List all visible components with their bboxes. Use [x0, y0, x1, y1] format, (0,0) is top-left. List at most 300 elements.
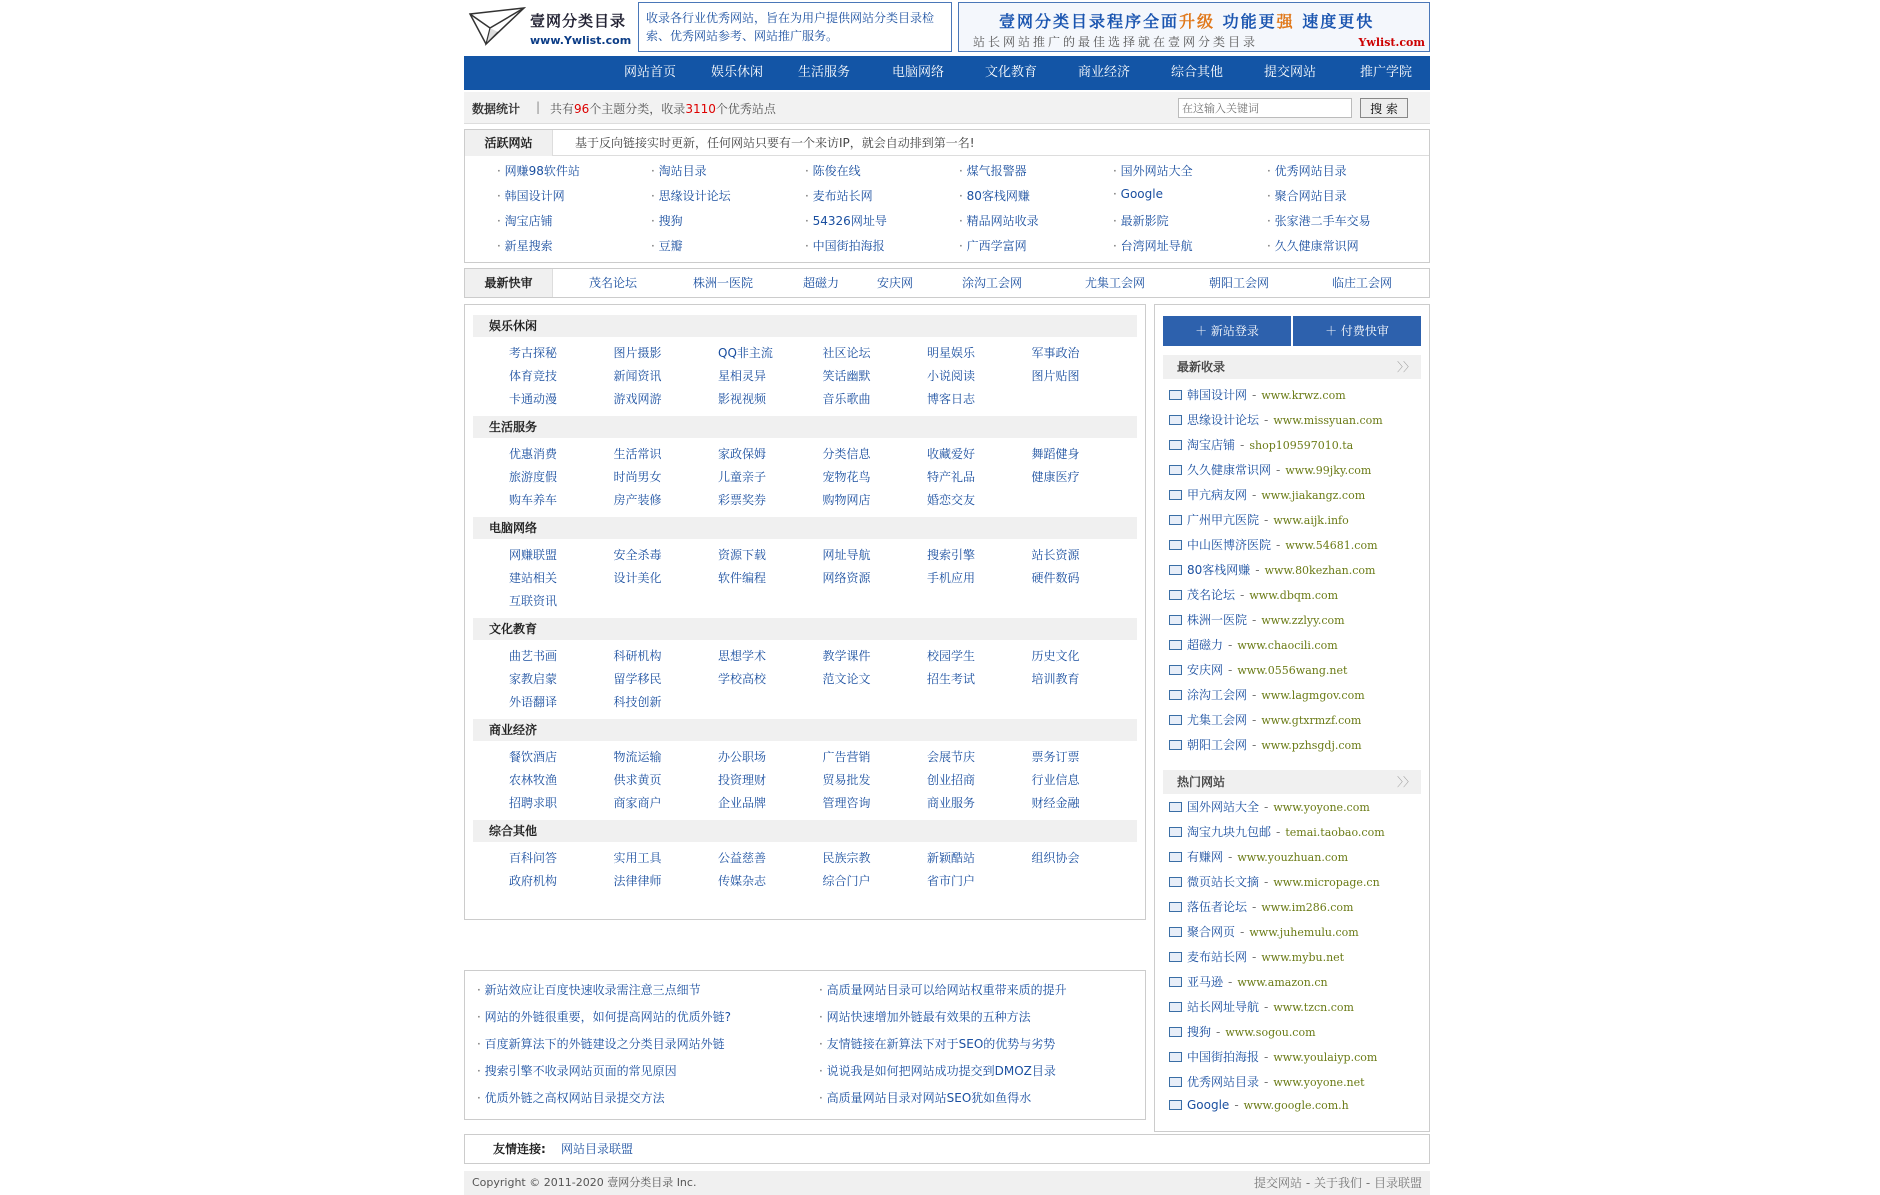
dash-separator: -	[1255, 563, 1260, 577]
site-list-item[interactable]	[1169, 898, 1353, 915]
site-list-item[interactable]	[1169, 561, 1375, 578]
dash-separator: -	[1264, 513, 1269, 527]
page-icon	[1169, 440, 1182, 450]
latest-review-link[interactable]: 尤集工会网	[1085, 276, 1146, 290]
site-list-item[interactable]	[1169, 923, 1359, 940]
category-link[interactable]: 游戏网游	[613, 392, 662, 406]
site-name[interactable]: 聚合网页	[1187, 925, 1236, 939]
footer-link-union[interactable]: 目录联盟	[1373, 1176, 1422, 1190]
site-name[interactable]: 优秀网站目录	[1187, 1075, 1260, 1089]
active-site-link[interactable]: · 精品网站收录	[959, 212, 1039, 229]
nav-submit[interactable]: 提交网站	[1264, 65, 1317, 80]
active-site-link[interactable]: · 中国街拍海报	[805, 237, 885, 254]
category-link[interactable]: 外语翻译	[509, 695, 558, 709]
category-link[interactable]: 传媒杂志	[718, 874, 767, 888]
category-link[interactable]: 购车养车	[509, 493, 558, 507]
category-link[interactable]: 历史文化	[1031, 649, 1080, 663]
category-link[interactable]: 组织协会	[1031, 851, 1080, 865]
article-link[interactable]: · 百度新算法下的外链建设之分类目录网站外链	[477, 1035, 725, 1052]
friend-links-label: 友情连接:	[493, 1142, 546, 1156]
category-link[interactable]: 财经金融	[1031, 796, 1080, 810]
site-url: www.tzcn.com	[1273, 1001, 1354, 1014]
search-input[interactable]	[1178, 98, 1352, 118]
site-name[interactable]: 久久健康常识网	[1187, 463, 1272, 477]
site-url: www.youzhuan.com	[1237, 851, 1349, 864]
search-button[interactable]: 搜 索	[1360, 98, 1408, 118]
site-list-item[interactable]	[1169, 386, 1346, 403]
site-name[interactable]: 落伍者论坛	[1187, 900, 1248, 914]
site-intro: 收录各行业优秀网站，旨在为用户提供网站分类目录检索、优秀网站参考、网站推广服务。	[638, 2, 952, 52]
category-link[interactable]: 站长资源	[1031, 548, 1080, 562]
category-link[interactable]: 物流运输	[613, 750, 662, 764]
site-list-item[interactable]	[1169, 873, 1380, 890]
category-link[interactable]: 软件编程	[718, 571, 767, 585]
site-name[interactable]: 微页站长文摘	[1187, 875, 1260, 889]
active-site-link[interactable]: · 最新影院	[1113, 212, 1169, 229]
active-site-link[interactable]: · 韩国设计网	[497, 187, 565, 204]
category-link[interactable]: 实用工具	[613, 851, 662, 865]
site-list-item[interactable]	[1169, 736, 1362, 753]
category-link[interactable]: 分类信息	[822, 447, 871, 461]
category-link[interactable]: 思想学术	[718, 649, 767, 663]
site-url: www.yoyone.net	[1273, 1076, 1365, 1089]
site-url: www.im286.com	[1261, 901, 1354, 914]
site-url: www.gtxrmzf.com	[1261, 714, 1362, 727]
category-link[interactable]: 百科问答	[509, 851, 558, 865]
category-title[interactable]: 电脑网络	[473, 517, 1137, 539]
category-link[interactable]: 家政保姆	[718, 447, 767, 461]
category-link[interactable]: 家教启蒙	[509, 672, 558, 686]
friend-link[interactable]: 网站目录联盟	[561, 1142, 634, 1156]
site-url: www.jiakangz.com	[1261, 489, 1366, 502]
category-title[interactable]: 娱乐休闲	[473, 315, 1137, 337]
active-site-link[interactable]: · 煤气报警器	[959, 162, 1027, 179]
site-url: www.zzlyy.com	[1261, 614, 1345, 627]
dash-separator: -	[1252, 688, 1257, 702]
category-link[interactable]: 宠物花鸟	[822, 470, 871, 484]
site-url: www.amazon.cn	[1237, 976, 1328, 989]
category-link[interactable]: 省市门户	[927, 874, 976, 888]
category-title[interactable]: 文化教育	[473, 618, 1137, 640]
category-link[interactable]: 会展节庆	[927, 750, 976, 764]
category-link[interactable]: 健康医疗	[1031, 470, 1080, 484]
category-link[interactable]: 创业招商	[927, 773, 976, 787]
dash-separator: -	[1264, 1000, 1269, 1014]
article-link[interactable]: · 网站快速增加外链最有效果的五种方法	[819, 1008, 1031, 1025]
category-link[interactable]: 博客日志	[927, 392, 976, 406]
site-name[interactable]: 中国街拍海报	[1187, 1050, 1260, 1064]
page-icon	[1169, 540, 1182, 550]
article-link[interactable]: · 友情链接在新算法下对于SEO的优势与劣势	[819, 1035, 1055, 1052]
latest-review-link[interactable]: 超磁力	[803, 276, 840, 290]
category-link[interactable]: 收藏爱好	[927, 447, 976, 461]
category-link[interactable]: 新闻资讯	[613, 369, 662, 383]
dash-separator: -	[1276, 825, 1281, 839]
stats-label: 数据统计	[472, 102, 521, 116]
site-url: www.54681.com	[1285, 539, 1378, 552]
category-link[interactable]: 网络资源	[822, 571, 871, 585]
page-icon	[1169, 1052, 1182, 1062]
more-icon[interactable]: 〉〉	[1396, 775, 1415, 789]
category-link[interactable]: 明星娱乐	[927, 346, 976, 360]
dash-separator: -	[1264, 875, 1269, 889]
site-name[interactable]: 有赚网	[1187, 850, 1224, 864]
active-site-link[interactable]: · 张家港二手车交易	[1267, 212, 1371, 229]
site-list-item[interactable]	[1169, 661, 1347, 678]
latest-review-link[interactable]: 临庄工会网	[1332, 276, 1393, 290]
site-list-item[interactable]	[1169, 461, 1371, 478]
site-url: www.juhemulu.com	[1249, 926, 1359, 939]
add-site-button[interactable]: ＋ 新站登录	[1163, 316, 1291, 346]
active-site-link[interactable]: · Google	[1113, 187, 1163, 201]
category-title[interactable]: 综合其他	[473, 820, 1137, 842]
category-link[interactable]: 综合门户	[822, 874, 871, 888]
category-link[interactable]: 培训教育	[1031, 672, 1080, 686]
footer-link-submit[interactable]: 提交网站	[1254, 1176, 1303, 1190]
category-link[interactable]: 建站相关	[509, 571, 558, 585]
category-link[interactable]: 旅游度假	[509, 470, 558, 484]
article-link[interactable]: · 新站效应让百度快速收录需注意三点细节	[477, 981, 701, 998]
site-logo[interactable]	[468, 4, 632, 52]
site-url: www.micropage.cn	[1273, 876, 1380, 889]
site-name[interactable]: 淘宝店铺	[1187, 438, 1236, 452]
dash-separator: -	[1240, 925, 1245, 939]
category-link[interactable]: 房产装修	[613, 493, 662, 507]
more-icon[interactable]: 〉〉	[1396, 360, 1415, 374]
site-list-item[interactable]	[1169, 411, 1383, 428]
active-site-link[interactable]: · 豆瓣	[651, 237, 683, 254]
dash-separator: -	[1264, 1050, 1269, 1064]
site-list-item[interactable]	[1169, 1073, 1365, 1090]
category-link[interactable]: 行业信息	[1031, 773, 1080, 787]
active-site-link[interactable]: · 搜狗	[651, 212, 683, 229]
site-name[interactable]: 茂名论坛	[1187, 588, 1236, 602]
active-site-link[interactable]: · 思缘设计论坛	[651, 187, 731, 204]
article-list	[464, 970, 1146, 1120]
site-list-item[interactable]	[1169, 1023, 1316, 1040]
dash-separator: -	[1252, 488, 1257, 502]
article-link[interactable]: · 说说我是如何把网站成功提交到DMOZ目录	[819, 1062, 1056, 1079]
page-icon	[1169, 690, 1182, 700]
nav-home[interactable]: 网站首页	[624, 65, 677, 80]
category-link[interactable]: 招生考试	[927, 672, 976, 686]
site-name[interactable]: 超磁力	[1187, 638, 1224, 652]
nav-entertainment[interactable]: 娱乐休闲	[711, 65, 764, 80]
category-link[interactable]: 管理咨询	[822, 796, 871, 810]
site-name[interactable]: 安庆网	[1187, 663, 1224, 677]
article-link[interactable]: · 网站的外链很重要，如何提高网站的优质外链?	[477, 1008, 731, 1025]
site-name[interactable]: 中山医博济医院	[1187, 538, 1272, 552]
site-url: shop109597010.ta	[1249, 439, 1354, 452]
site-name[interactable]: 搜狗	[1187, 1025, 1212, 1039]
site-name[interactable]: 朝阳工会网	[1187, 738, 1248, 752]
category-link[interactable]: 学校高校	[718, 672, 767, 686]
page-icon	[1169, 565, 1182, 575]
site-list-item[interactable]	[1169, 536, 1378, 553]
category-link[interactable]: 社区论坛	[822, 346, 871, 360]
latest-review-link[interactable]: 涂沟工会网	[962, 276, 1023, 290]
active-site-link[interactable]: · 台湾网址导航	[1113, 237, 1193, 254]
dash-separator: -	[1252, 900, 1257, 914]
category-link[interactable]: 法律律师	[613, 874, 662, 888]
site-name[interactable]: Google	[1187, 1098, 1230, 1112]
page-icon	[1169, 740, 1182, 750]
active-site-link[interactable]: · 80客栈网赚	[959, 187, 1030, 204]
category-title[interactable]: 生活服务	[473, 416, 1137, 438]
footer	[464, 1171, 1430, 1195]
nav-life[interactable]: 生活服务	[798, 65, 851, 80]
site-url: temai.taobao.com	[1285, 826, 1385, 839]
page-icon	[1169, 852, 1182, 862]
category-link[interactable]: 小说阅读	[927, 369, 976, 383]
active-site-link[interactable]: · 聚合网站目录	[1267, 187, 1347, 204]
article-link[interactable]: · 高质量网站目录对网站SEO犹如鱼得水	[819, 1089, 1031, 1106]
dash-separator: -	[1264, 800, 1269, 814]
category-link[interactable]: 硬件数码	[1031, 571, 1080, 585]
article-link[interactable]: · 优质外链之高权网站目录提交方法	[477, 1089, 665, 1106]
recent-sites-header: 最新收录 〉〉	[1163, 355, 1421, 379]
site-url: www.aijk.info	[1273, 514, 1349, 527]
category-link[interactable]: 音乐歌曲	[822, 392, 871, 406]
site-list-item[interactable]	[1169, 998, 1354, 1015]
category-link[interactable]: 广告营销	[822, 750, 871, 764]
page-icon	[1169, 952, 1182, 962]
latest-review-link[interactable]: 株洲一医院	[693, 276, 754, 290]
category-link[interactable]: QQ非主流	[718, 346, 773, 360]
category-link[interactable]: 投资理财	[718, 773, 767, 787]
category-link[interactable]: 时尚男女	[613, 470, 662, 484]
sidebar	[1154, 304, 1430, 1132]
site-name[interactable]: 涂沟工会网	[1187, 688, 1248, 702]
site-list-item[interactable]	[1169, 798, 1370, 815]
category-link[interactable]: 办公职场	[718, 750, 767, 764]
site-name[interactable]: 甲亢病友网	[1187, 488, 1248, 502]
active-site-link[interactable]: · 广西学富网	[959, 237, 1027, 254]
main-nav	[464, 56, 1430, 90]
paid-review-button[interactable]: ＋ 付费快审	[1293, 316, 1421, 346]
category-link[interactable]: 新颖酷站	[927, 851, 976, 865]
category-link[interactable]: 手机应用	[927, 571, 976, 585]
footer-links: 提交网站 - 关于我们 - 目录联盟	[1254, 1176, 1422, 1190]
site-url: www.missyuan.com	[1273, 414, 1383, 427]
site-url: www.google.com.h	[1243, 1099, 1349, 1112]
category-link[interactable]: 婚恋交友	[927, 493, 976, 507]
nav-other[interactable]: 综合其他	[1171, 65, 1224, 80]
footer-link-about[interactable]: 关于我们	[1314, 1176, 1363, 1190]
category-link[interactable]: 餐饮酒店	[509, 750, 558, 764]
site-url: www.sogou.com	[1225, 1026, 1316, 1039]
latest-review-link[interactable]: 朝阳工会网	[1209, 276, 1270, 290]
site-list-item[interactable]	[1169, 1098, 1349, 1112]
category-link[interactable]: 考古探秘	[509, 346, 558, 360]
dash-separator: -	[1228, 975, 1233, 989]
active-site-link[interactable]: · 新星搜索	[497, 237, 553, 254]
active-sites-note: 基于反向链接实时更新，任何网站只要有一个来访IP，就会自动排到第一名!	[575, 136, 975, 150]
category-link[interactable]: 企业品牌	[718, 796, 767, 810]
site-list-item[interactable]	[1169, 511, 1349, 528]
page-icon	[1169, 465, 1182, 475]
active-site-link[interactable]: · 陈俊在线	[805, 162, 861, 179]
page-icon	[1169, 715, 1182, 725]
site-name[interactable]: 淘宝九块九包邮	[1187, 825, 1272, 839]
page-icon	[1169, 1002, 1182, 1012]
site-list-item[interactable]	[1169, 611, 1345, 628]
category-link[interactable]: 安全杀毒	[613, 548, 662, 562]
dash-separator: -	[1228, 638, 1233, 652]
site-list-item[interactable]	[1169, 1048, 1377, 1065]
active-site-link[interactable]: · 淘站目录	[651, 162, 707, 179]
latest-review-link[interactable]: 安庆网	[877, 276, 914, 290]
page-icon	[1169, 927, 1182, 937]
site-url: www.chaocili.com	[1237, 639, 1338, 652]
dash-separator: -	[1240, 438, 1245, 452]
category-directory	[464, 304, 1146, 920]
hot-sites-header: 热门网站 〉〉	[1163, 770, 1421, 794]
dash-separator: -	[1252, 713, 1257, 727]
site-list-item[interactable]	[1169, 948, 1344, 965]
category-link[interactable]: 商业服务	[927, 796, 976, 810]
category-link[interactable]: 体育竞技	[509, 369, 558, 383]
site-list-item[interactable]	[1169, 586, 1338, 603]
category-link[interactable]: 笑话幽默	[822, 369, 871, 383]
nav-business[interactable]: 商业经济	[1078, 65, 1131, 80]
category-link[interactable]: 贸易批发	[822, 773, 871, 787]
stats-info: 共有96个主题分类，收录3110个优秀站点	[550, 102, 776, 116]
dash-separator: -	[1228, 850, 1233, 864]
category-link[interactable]: 星相灵异	[718, 369, 767, 383]
category-link[interactable]: 设计美化	[613, 571, 662, 585]
category-link[interactable]: 卡通动漫	[509, 392, 558, 406]
site-name[interactable]: 尤集工会网	[1187, 713, 1248, 727]
dash-separator: -	[1228, 663, 1233, 677]
article-link[interactable]: · 搜索引擎不收录网站页面的常见原因	[477, 1062, 677, 1079]
category-title[interactable]: 商业经济	[473, 719, 1137, 741]
category-link[interactable]: 军事政治	[1031, 346, 1080, 360]
site-list-item[interactable]	[1169, 686, 1365, 703]
dash-separator: -	[1264, 1075, 1269, 1089]
page-icon	[1169, 1027, 1182, 1037]
category-link[interactable]: 特产礼品	[927, 470, 976, 484]
category-link[interactable]: 图片贴图	[1031, 369, 1080, 383]
dash-separator: -	[1264, 413, 1269, 427]
stats-bar	[464, 92, 1430, 124]
active-site-link[interactable]: · 54326网址导	[805, 212, 887, 229]
category-link[interactable]: 留学移民	[613, 672, 662, 686]
category-link[interactable]: 儿童亲子	[718, 470, 767, 484]
category-link[interactable]: 科研机构	[613, 649, 662, 663]
site-name[interactable]: 80客栈网赚	[1187, 563, 1251, 577]
category-link[interactable]: 供求黄页	[613, 773, 662, 787]
page-icon	[1169, 515, 1182, 525]
category-link[interactable]: 网赚联盟	[509, 548, 558, 562]
dash-separator: -	[1240, 588, 1245, 602]
nav-computer[interactable]: 电脑网络	[892, 65, 945, 80]
category-link[interactable]: 购物网店	[822, 493, 871, 507]
nav-academy[interactable]: 推广学院	[1360, 65, 1413, 80]
latest-review-link[interactable]: 茂名论坛	[589, 276, 638, 290]
site-list-item[interactable]	[1169, 486, 1365, 503]
category-link[interactable]: 优惠消费	[509, 447, 558, 461]
dash-separator: -	[1216, 1025, 1221, 1039]
latest-review-bar	[464, 268, 1430, 298]
site-url: www.dbqm.com	[1249, 589, 1339, 602]
site-name[interactable]: 站长网址导航	[1187, 1000, 1260, 1014]
site-name[interactable]: 麦布站长网	[1187, 950, 1248, 964]
active-site-link[interactable]: · 网赚98软件站	[497, 162, 580, 179]
category-link[interactable]: 曲艺书画	[509, 649, 558, 663]
page-icon	[1169, 1100, 1182, 1110]
active-site-link[interactable]: · 麦布站长网	[805, 187, 873, 204]
site-url: www.pzhsgdj.com	[1261, 739, 1362, 752]
category-link[interactable]: 网址导航	[822, 548, 871, 562]
site-list-item[interactable]	[1169, 823, 1385, 840]
dash-separator: -	[1252, 613, 1257, 627]
category-link[interactable]: 互联资讯	[509, 594, 558, 608]
site-name[interactable]: 思缘设计论坛	[1187, 413, 1260, 427]
category-link[interactable]: 搜索引擎	[927, 548, 976, 562]
latest-review-tab[interactable]: 最新快审	[465, 269, 553, 297]
category-link[interactable]: 图片摄影	[613, 346, 662, 360]
site-url: www.99jky.com	[1285, 464, 1372, 477]
category-link[interactable]: 影视视频	[718, 392, 767, 406]
paper-plane-icon	[468, 4, 526, 50]
category-link[interactable]: 校园学生	[927, 649, 976, 663]
active-site-link[interactable]: · 国外网站大全	[1113, 162, 1193, 179]
category-link[interactable]: 票务订票	[1031, 750, 1080, 764]
category-link[interactable]: 民族宗教	[822, 851, 871, 865]
banner-subline: 站长网站推广的最佳选择就在壹网分类目录	[973, 35, 1259, 49]
site-list-item[interactable]	[1169, 711, 1361, 728]
category-link[interactable]: 教学课件	[822, 649, 871, 663]
category-link[interactable]: 政府机构	[509, 874, 558, 888]
site-url: www.krwz.com	[1261, 389, 1346, 402]
site-name[interactable]: 国外网站大全	[1187, 800, 1260, 814]
nav-education[interactable]: 文化教育	[985, 65, 1038, 80]
category-link[interactable]: 范文论文	[822, 672, 871, 686]
category-link[interactable]: 科技创新	[613, 695, 662, 709]
category-link[interactable]: 商家商户	[613, 796, 662, 810]
category-link[interactable]: 公益慈善	[718, 851, 767, 865]
site-list-item[interactable]	[1169, 436, 1353, 453]
active-site-link[interactable]: · 淘宝店铺	[497, 212, 553, 229]
active-site-link[interactable]: · 久久健康常识网	[1267, 237, 1359, 254]
category-link[interactable]: 招聘求职	[509, 796, 558, 810]
active-site-link[interactable]: · 优秀网站目录	[1267, 162, 1347, 179]
promo-banner[interactable]	[958, 2, 1430, 52]
category-link[interactable]: 舞蹈健身	[1031, 447, 1080, 461]
dash-separator: -	[1276, 463, 1281, 477]
site-name[interactable]: 广州甲亢医院	[1187, 513, 1260, 527]
site-list-item[interactable]	[1169, 636, 1338, 653]
category-link[interactable]: 资源下载	[718, 548, 767, 562]
page-icon	[1169, 640, 1182, 650]
site-url: www.0556wang.net	[1237, 664, 1348, 677]
article-link[interactable]: · 高质量网站目录可以给网站权重带来质的提升	[819, 981, 1067, 998]
site-list-item[interactable]	[1169, 848, 1348, 865]
category-link[interactable]: 生活常识	[613, 447, 662, 461]
site-name[interactable]: 韩国设计网	[1187, 388, 1248, 402]
page-icon	[1169, 615, 1182, 625]
page-icon	[1169, 827, 1182, 837]
category-link[interactable]: 农林牧渔	[509, 773, 558, 787]
active-sites-tab[interactable]: 活跃网站	[465, 130, 553, 156]
site-name[interactable]: 亚马逊	[1187, 975, 1224, 989]
site-list-item[interactable]	[1169, 973, 1328, 990]
category-link[interactable]: 彩票奖券	[718, 493, 767, 507]
site-name[interactable]: 株洲一医院	[1187, 613, 1248, 627]
page-icon	[1169, 977, 1182, 987]
site-header	[464, 0, 1430, 56]
